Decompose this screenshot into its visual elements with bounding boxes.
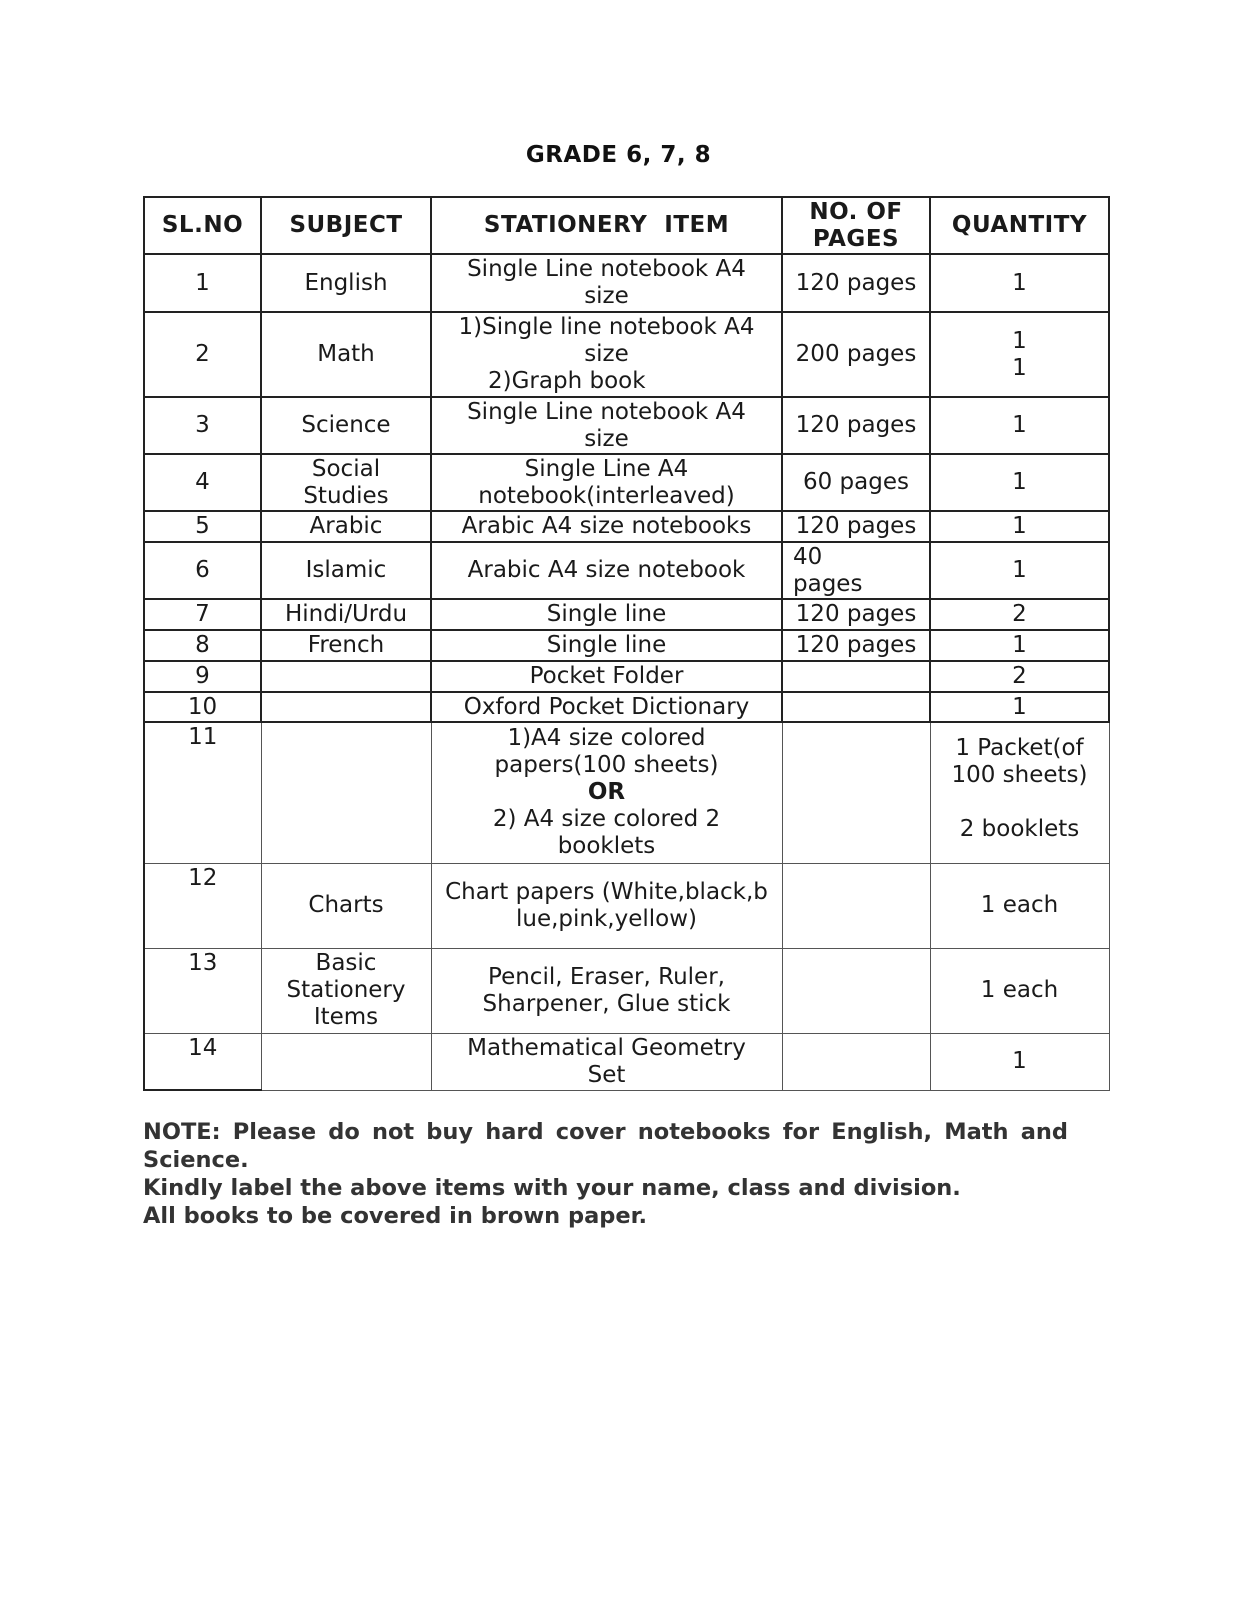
header-quantity: QUANTITY	[930, 197, 1109, 254]
table-row	[144, 630, 1109, 661]
item-cell: Single line	[431, 630, 782, 661]
pages-cell: 120 pages	[782, 254, 930, 312]
table-row	[144, 454, 1109, 511]
subject-cell: Basic Stationery Items	[261, 948, 431, 1033]
subject-cell: Social Studies	[261, 454, 431, 511]
sl-no-cell: 8	[144, 630, 261, 661]
pages-cell	[782, 722, 930, 863]
item-cell: Arabic A4 size notebook	[431, 542, 782, 599]
stationery-table	[143, 196, 1110, 1091]
pages-cell: 200 pages	[782, 312, 930, 397]
item-or-label: OR	[587, 779, 626, 806]
item-cell: Mathematical Geometry Set	[431, 1033, 782, 1090]
sl-no-cell: 12	[144, 863, 261, 948]
quantity-line: 2 booklets	[959, 816, 1080, 842]
pages-cell	[782, 948, 930, 1033]
quantity-line: 1	[1012, 327, 1027, 354]
sl-no-cell: 11	[144, 722, 261, 863]
sl-no-cell: 3	[144, 397, 261, 454]
subject-cell: Math	[261, 312, 431, 397]
header-subject: SUBJECT	[261, 197, 431, 254]
item-line: 2)Graph book	[488, 368, 646, 394]
quantity-cell	[930, 722, 1109, 863]
sl-no-cell: 5	[144, 511, 261, 542]
subject-cell: English	[261, 254, 431, 312]
item-line: 1)A4 size colored papers(100 sheets)	[494, 725, 719, 779]
subject-cell: Islamic	[261, 542, 431, 599]
pages-cell: 120 pages	[782, 630, 930, 661]
sl-no-cell: 6	[144, 542, 261, 599]
quantity-line: 1	[1012, 354, 1027, 381]
pages-cell	[782, 863, 930, 948]
quantity-cell: 1	[930, 1033, 1109, 1090]
quantity-cell: 1	[930, 454, 1109, 511]
header-no-of-pages: NO. OF PAGES	[782, 197, 930, 254]
pages-cell	[782, 692, 930, 722]
quantity-cell: 1	[930, 511, 1109, 542]
item-cell	[431, 722, 782, 863]
sl-no-cell: 7	[144, 599, 261, 630]
item-cell: Single Line A4 notebook(interleaved)	[431, 454, 782, 511]
quantity-line: 1 Packet(of 100 sheets)	[951, 735, 1088, 788]
header-stationery-item: STATIONERY ITEM	[431, 197, 782, 254]
quantity-cell: 1 each	[930, 948, 1109, 1033]
item-line: 1)Single line notebook A4 size	[458, 314, 755, 367]
item-cell: Oxford Pocket Dictionary	[431, 692, 782, 722]
pages-cell: 120 pages	[782, 511, 930, 542]
subject-cell	[261, 692, 431, 722]
quantity-cell: 2	[930, 599, 1109, 630]
sl-no-cell: 14	[144, 1033, 261, 1090]
pages-cell: 120 pages	[782, 599, 930, 630]
table-row	[144, 1033, 1109, 1090]
quantity-cell: 1	[930, 397, 1109, 454]
pages-cell: 60 pages	[782, 454, 930, 511]
page-title: GRADE 6, 7, 8	[525, 142, 712, 168]
quantity-cell: 2	[930, 661, 1109, 692]
subject-cell	[261, 661, 431, 692]
item-cell: Single Line notebook A4 size	[431, 397, 782, 454]
table-row	[144, 312, 1109, 397]
subject-cell: French	[261, 630, 431, 661]
subject-cell: Charts	[261, 863, 431, 948]
item-cell: Single line	[431, 599, 782, 630]
pages-cell: 40 pages	[782, 542, 930, 599]
table-row	[144, 722, 1109, 863]
note-brown-paper: All books to be covered in brown paper.	[143, 1203, 648, 1229]
quantity-cell: 1	[930, 254, 1109, 312]
table-row	[144, 397, 1109, 454]
table-row	[144, 692, 1109, 722]
quantity-cell: 1	[930, 542, 1109, 599]
table-row	[144, 863, 1109, 948]
subject-cell	[261, 1033, 431, 1090]
sl-no-cell: 2	[144, 312, 261, 397]
sl-no-cell: 1	[144, 254, 261, 312]
sl-no-cell: 13	[144, 948, 261, 1033]
item-cell: Chart papers (White,black,blue,pink,yellow)	[431, 863, 782, 948]
table-row	[144, 254, 1109, 312]
item-cell: Single Line notebook A4 size	[431, 254, 782, 312]
item-cell: Pencil, Eraser, Ruler, Sharpener, Glue stick	[431, 948, 782, 1033]
item-line: 2) A4 size colored 2 booklets	[492, 806, 721, 860]
quantity-cell: 1	[930, 692, 1109, 722]
item-cell	[431, 312, 782, 397]
pages-cell	[782, 661, 930, 692]
header-sl-no: SL.NO	[144, 197, 261, 254]
subject-cell	[261, 722, 431, 863]
subject-cell: Science	[261, 397, 431, 454]
quantity-cell: 1 each	[930, 863, 1109, 948]
quantity-cell: 1	[930, 630, 1109, 661]
table-header-row	[144, 197, 1109, 254]
pages-cell: 120 pages	[782, 397, 930, 454]
sl-no-cell: 9	[144, 661, 261, 692]
subject-cell: Hindi/Urdu	[261, 599, 431, 630]
table-row	[144, 661, 1109, 692]
sl-no-cell: 4	[144, 454, 261, 511]
sl-no-cell: 10	[144, 692, 261, 722]
item-cell: Pocket Folder	[431, 661, 782, 692]
quantity-cell	[930, 312, 1109, 397]
table-row	[144, 542, 1109, 599]
subject-cell: Arabic	[261, 511, 431, 542]
item-cell: Arabic A4 size notebooks	[431, 511, 782, 542]
table-row	[144, 511, 1109, 542]
note-labeling: Kindly label the above items with your name, class and division.	[143, 1175, 961, 1201]
table-row	[144, 948, 1109, 1033]
pages-cell	[782, 1033, 930, 1090]
note-hard-cover: NOTE: Please do not buy hard cover notebooks for English, Math and Science.	[143, 1119, 1068, 1173]
notes-section	[143, 1118, 1068, 1230]
table-row	[144, 599, 1109, 630]
